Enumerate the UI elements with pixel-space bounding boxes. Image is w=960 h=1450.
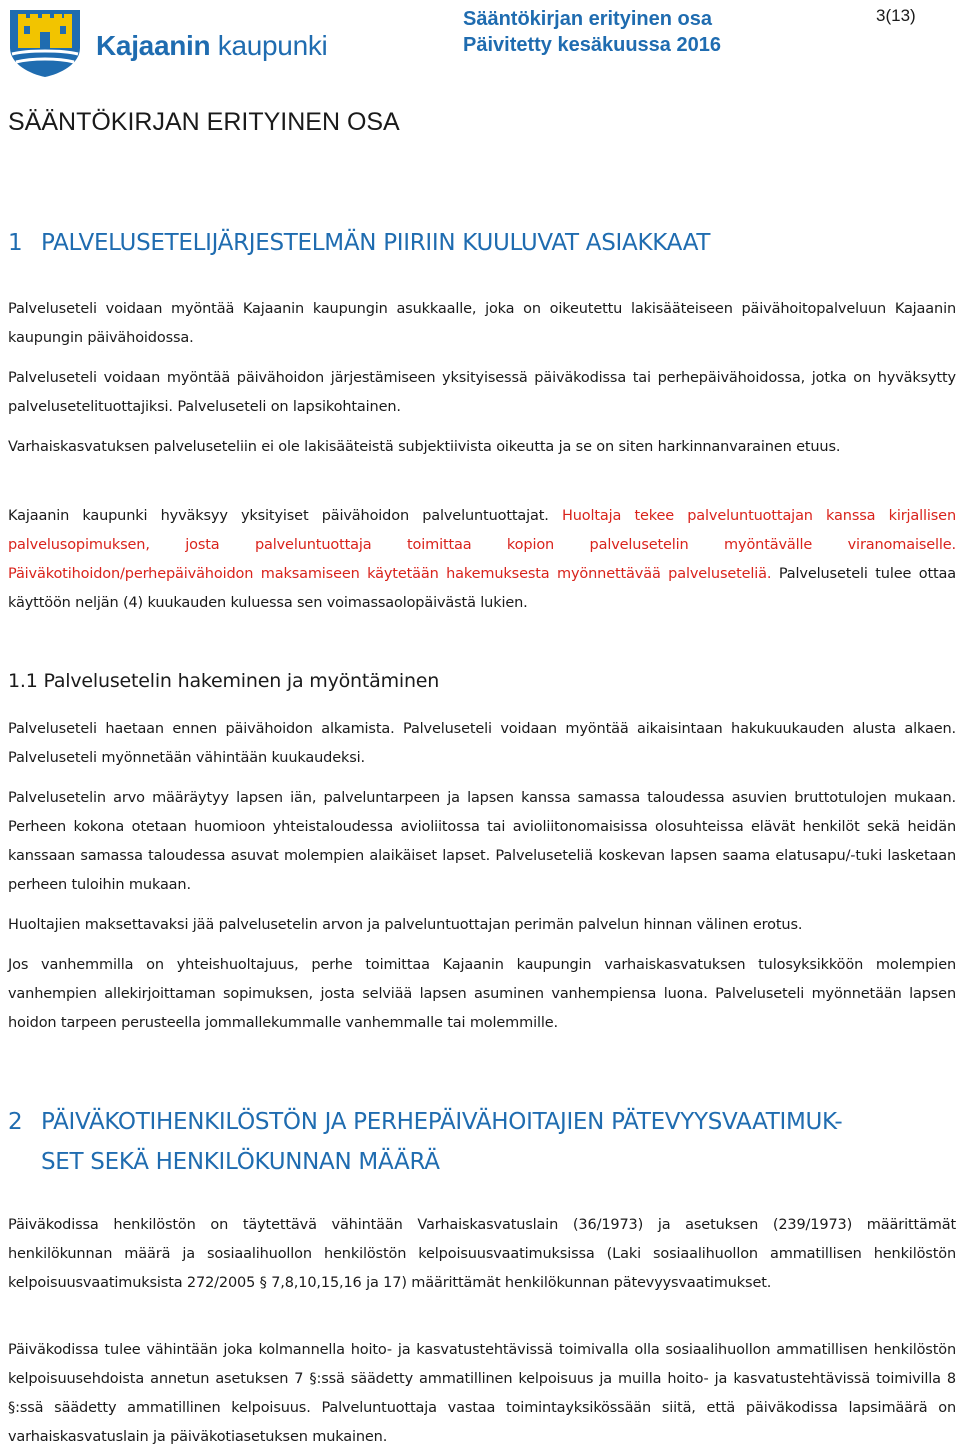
section-number: 2 (8, 1109, 23, 1135)
paragraph: Kajaanin kaupunki hyväksyy yksityiset päivähoidon palveluntuottajat. Huoltaja tekee palveluntuottajan kanssa kirjallisen palvelusopimuksen, josta palveluntuottaja toimittaa kopion palvelusetelin myöntävälle viranomaiselle. Päiväkotihoidon/perhepäivähoidon maksamiseen käytetään hakemuksesta myönnettävää palveluseteliä. Palveluseteli tulee ottaa käyttöön neljän (4) kuukauden kuluessa sen voimassaolopäivästä lukien. (8, 508, 956, 611)
paragraph: Päiväkodissa henkilöstön on täytettävä vähintään Varhaiskasvatuslain (36/1973) ja asetuksen (239/1973) määrittämät henkilökunnan määrä ja sosiaalihuollon henkilöstön kelpoisuusvaatimuksissa (Laki sosiaalihuollon ammatillisen henkilöstön kelpoisuusvaatimuksista 272/2005 § 7,8,10,15,16 ja 17) määrittämät henkilökunnan pätevyysvaatimukset. (8, 1217, 956, 1291)
subsection-heading: 1.1 Palvelusetelin hakeminen ja myöntäminen (8, 670, 440, 692)
page-header (0, 0, 960, 80)
header-doc-title: Sääntökirjan erityinen osa (463, 8, 712, 30)
page-number: 3(13) (876, 6, 916, 25)
paragraph: Huoltajien maksettavaksi jää palvelusetelin arvon ja palveluntuottajan perimän palvelun hinnan välinen erotus. (8, 917, 803, 933)
paragraph: Palvelusetelin arvo määräytyy lapsen iän, palveluntarpeen ja lapsen kanssa samassa taloudessa asuvien bruttotulojen mukaan. Perheen kokona otetaan huomioon yhteistaloudessa avioliitossa tai avioliitonomaisissa olosuhteissa elävät henkilöt sekä heidän kanssaan samassa taloudessa asuvat molempien alaikäiset lapset. Palveluseteliä koskevan lapsen saama elatusapu/-tuki lasketaan perheen tuloihin mukaan. (8, 790, 956, 893)
section-number: 1 (8, 230, 23, 256)
city-logo (8, 8, 358, 78)
section-2-heading (8, 1102, 842, 1182)
logo-wordmark: Kajaanin kaupunki (96, 30, 328, 61)
paragraph: Päiväkodissa tulee vähintään joka kolmannella hoito- ja kasvatustehtävissä toimivalla olla sosiaalihuollon ammatillisen henkilöstön kelpoisuusehdoista annetun asetuksen 7 §:ssä säädetty ammatillinen kelpoisuus ja muilla hoito- ja kasvatustehtävissä toimivilla 8 §:ssä säädetty ammatillinen kelpoisuus. Palveluntuottaja vastaa toimintayksikössään siitä, että päiväkodissa lapsimäärä on varhaiskasvatuslain ja päiväkotiasetuksen mukainen. (8, 1342, 956, 1445)
header-updated: Päivitetty kesäkuussa 2016 (463, 34, 721, 56)
paragraph: Jos vanhemmilla on yhteishuoltajuus, perhe toimittaa Kajaanin kaupungin varhaiskasvatuksen tulosyksikköön molempien vanhempien allekirjoittaman sopimuksen, josta selviää lapsen asuminen vanhempiensa luona. Palveluseteli myönnetään lapsen hoidon tarpeen perusteella jommallekummalle vanhemmalle tai molemmille. (8, 957, 956, 1031)
highlighted-text: Huoltaja tekee palveluntuottajan kanssa kirjallisen palvelusopimuksen, josta palveluntuottaja toimittaa kopion palvelusetelin myöntävälle viranomaiselle. Päiväkotihoidon/perhepäivähoidon maksamiseen käytetään hakemuksesta myönnettävää palveluseteliä. (8, 508, 956, 582)
section-1-heading (8, 223, 710, 263)
document-title: SÄÄNTÖKIRJAN ERITYINEN OSA (8, 108, 400, 136)
section-title-line2: SET SEKÄ HENKILÖKUNNAN MÄÄRÄ (41, 1149, 440, 1175)
coat-of-arms-icon (8, 8, 84, 78)
paragraph: Palveluseteli haetaan ennen päivähoidon alkamista. Palveluseteli voidaan myöntää aikaisintaan hakukuukauden alusta alkaen. Palveluseteli myönnetään vähintään kuukaudeksi. (8, 721, 956, 766)
paragraph: Palveluseteli voidaan myöntää päivähoidon järjestämiseen yksityisessä päiväkodissa tai perhepäivähoidossa, jotka on hyväksytty palvelusetelituottajiksi. Palveluseteli on lapsikohtainen. (8, 370, 956, 415)
section-title-line1: PÄIVÄKOTIHENKILÖSTÖN JA PERHEPÄIVÄHOITAJIEN PÄTEVYYSVAATIMUK- (41, 1109, 843, 1135)
paragraph: Varhaiskasvatuksen palveluseteliin ei ole lakisääteistä subjektiivista oikeutta ja se on siten harkinnanvarainen etuus. (8, 439, 841, 455)
section-title: PALVELUSETELIJÄRJESTELMÄN PIIRIIN KUULUVAT ASIAKKAAT (41, 230, 711, 256)
paragraph: Palveluseteli voidaan myöntää Kajaanin kaupungin asukkaalle, joka on oikeutettu lakisääteiseen päivähoitopalveluun Kajaanin kaupungin päivähoidossa. (8, 301, 956, 346)
